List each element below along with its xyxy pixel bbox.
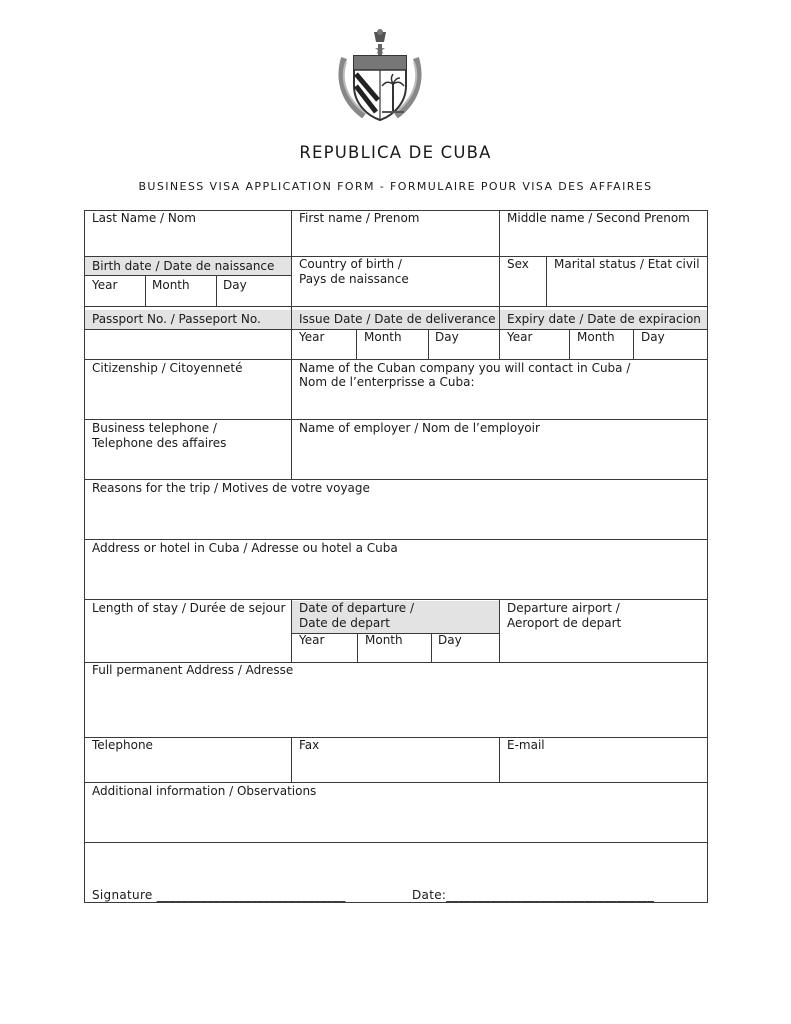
citizenship-label: Citizenship / Citoyenneté <box>92 361 243 375</box>
passport-number-label: Passport No. / Passeport No. <box>92 312 261 326</box>
row-divider <box>84 539 708 540</box>
birth-date-label: Birth date / Date de naissance <box>92 259 275 273</box>
col-divider <box>291 210 292 306</box>
coat-of-arms-icon <box>334 28 426 124</box>
form-subtitle: BUSINESS VISA APPLICATION FORM - FORMULAIRE POUR VISA DES AFFAIRES <box>138 180 653 193</box>
col-divider <box>499 737 500 782</box>
additional-info-label: Additional information / Observations <box>92 784 317 798</box>
col-divider <box>357 633 358 662</box>
issue-date-label: Issue Date / Date de deliverance <box>299 312 496 326</box>
permanent-address-label: Full permanent Address / Adresse <box>92 663 294 677</box>
cuban-company-label-fr: Nom de l’enterprisse a Cuba: <box>299 375 475 389</box>
cuban-company-label: Name of the Cuban company you will contact in Cuba / <box>299 361 631 375</box>
col-divider <box>499 599 500 662</box>
country-of-birth-label-fr: Pays de naissance <box>299 272 409 286</box>
col-divider <box>216 275 217 306</box>
birth-year-label: Year <box>92 278 118 292</box>
row-divider <box>84 737 708 738</box>
passport-number-field[interactable] <box>85 329 292 359</box>
row-divider <box>84 842 708 843</box>
departure-airport-label-fr: Aeroport de depart <box>507 616 622 630</box>
departure-date-label-fr: Date de depart <box>299 616 390 630</box>
col-divider <box>569 329 570 359</box>
coat-of-arms-logo <box>334 28 426 124</box>
row-divider <box>84 782 708 783</box>
sex-label: Sex <box>507 257 529 271</box>
country-of-birth-label: Country of birth / <box>299 257 402 271</box>
form-border-right <box>707 210 708 903</box>
fax-field[interactable] <box>292 737 500 782</box>
departure-date-label: Date of departure / <box>299 601 415 615</box>
first-name-label: First name / Prenom <box>299 211 420 225</box>
marital-status-label: Marital status / Etat civil <box>554 257 700 271</box>
departure-month-label: Month <box>365 633 403 647</box>
row-divider <box>84 479 708 480</box>
col-divider <box>291 737 292 782</box>
issue-day-label: Day <box>435 330 459 344</box>
row-divider <box>84 359 708 360</box>
birth-day-label: Day <box>223 278 247 292</box>
col-divider <box>499 210 500 306</box>
col-divider <box>428 329 429 359</box>
signature-line: Signature ______________________________ <box>92 888 346 902</box>
fax-label: Fax <box>299 738 320 752</box>
expiry-day-label: Day <box>641 330 665 344</box>
date-line: Date:_________________________________ <box>412 888 655 902</box>
row-divider <box>84 419 708 420</box>
form-border-left <box>84 210 85 903</box>
length-of-stay-label: Length of stay / Durée de sejour <box>92 601 286 615</box>
telephone-label: Telephone <box>92 738 153 752</box>
issue-year-label: Year <box>299 330 325 344</box>
email-label: E-mail <box>507 738 545 752</box>
col-divider <box>291 306 292 359</box>
birth-month-label: Month <box>152 278 190 292</box>
expiry-year-label: Year <box>507 330 533 344</box>
row-divider <box>84 275 292 276</box>
col-divider <box>291 599 292 662</box>
business-telephone-label: Business telephone / <box>92 421 217 435</box>
col-divider <box>431 633 432 662</box>
col-divider <box>499 306 500 359</box>
departure-day-label: Day <box>438 633 462 647</box>
col-divider <box>633 329 634 359</box>
col-divider <box>145 275 146 306</box>
expiry-date-label: Expiry date / Date de expiracion <box>507 312 701 326</box>
page-title: REPUBLICA DE CUBA <box>299 143 492 162</box>
departure-year-label: Year <box>299 633 325 647</box>
row-divider <box>84 306 708 307</box>
col-divider <box>291 359 292 479</box>
col-divider <box>356 329 357 359</box>
address-cuba-label: Address or hotel in Cuba / Adresse ou hotel a Cuba <box>92 541 398 555</box>
departure-airport-label: Departure airport / <box>507 601 620 615</box>
row-divider <box>84 599 708 600</box>
reasons-label: Reasons for the trip / Motives de votre voyage <box>92 481 370 495</box>
col-divider <box>546 256 547 306</box>
expiry-month-label: Month <box>577 330 615 344</box>
last-name-label: Last Name / Nom <box>92 211 196 225</box>
business-telephone-label-fr: Telephone des affaires <box>92 436 227 450</box>
employer-label: Name of employer / Nom de l’employoir <box>299 421 540 435</box>
middle-name-label: Middle name / Second Prenom <box>507 211 690 225</box>
issue-month-label: Month <box>364 330 402 344</box>
